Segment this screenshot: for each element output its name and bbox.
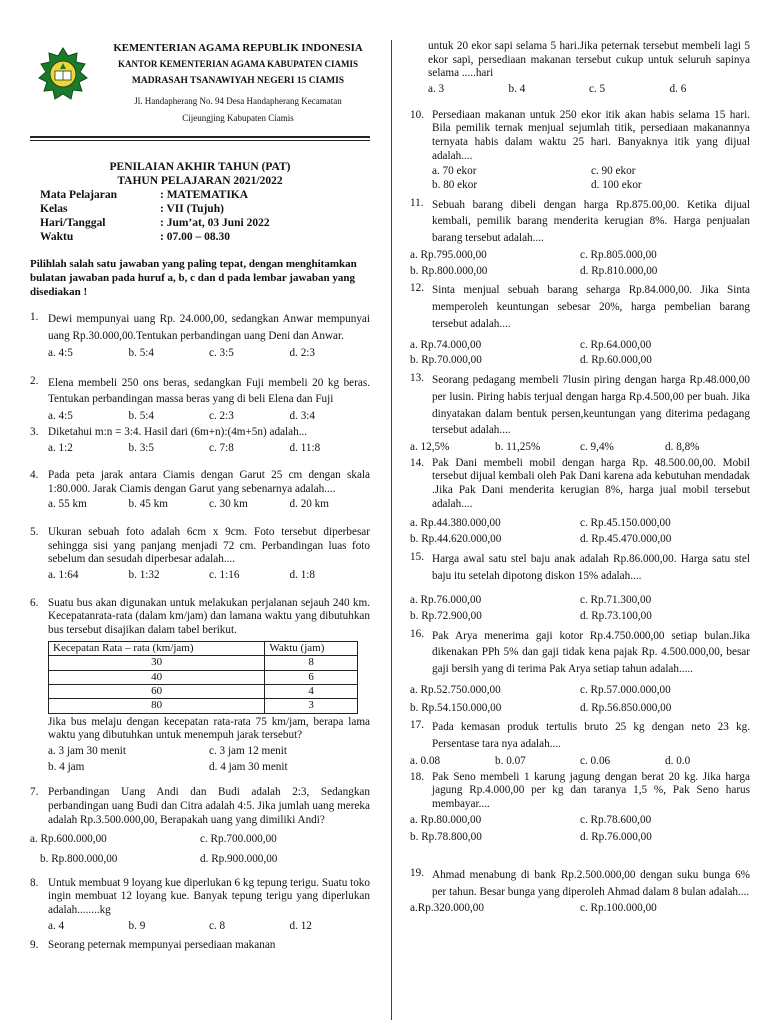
question-18	[410, 771, 750, 845]
option-a[interactable]: a. 3 jam 30 menit	[48, 745, 126, 758]
option-d[interactable]: d. Rp.60.000,00	[580, 354, 652, 367]
question-14	[410, 457, 750, 547]
question-number: 18.	[410, 770, 424, 783]
meta-row	[40, 202, 370, 216]
answer-options	[48, 569, 370, 583]
question-13	[410, 372, 750, 455]
meta-value: : MATEMATIKA	[160, 189, 249, 202]
question-text: Pada kemasan produk tertulis bruto 25 kg dengan neto 23 kg. Persentase tara nya adalah....	[432, 721, 750, 751]
column-divider	[391, 40, 392, 1020]
answer-options	[410, 902, 750, 916]
question-text: Diketahui m:n = 3:4. Hasil dari (6m+n):(4m+5n) adalah...	[48, 425, 308, 438]
table-cell: 30	[49, 656, 265, 670]
option-a[interactable]: a. Rp.600.000,00	[30, 833, 107, 846]
question-text: Pada peta jarak antara Ciamis dengan Garut 25 cm dengan skala 1:80.000. Jarak Ciamis dengan Garut yang sebenarnya adalah....	[48, 469, 370, 495]
question-9	[30, 939, 370, 953]
option-b[interactable]: b. 1:32	[128, 569, 160, 582]
table-header-speed: Kecepatan Rata – rata (km/jam)	[49, 641, 265, 655]
right-column	[410, 40, 750, 916]
question-number: 14.	[410, 456, 424, 469]
meta-label: Kelas	[40, 203, 68, 216]
question-text: Seorang pedagang membeli 7lusin piring dengan harga Rp.48.000,00 per lusin. Piring habis terjual dengan harga Rp.4.500,00 per buah. Jika dinyatakan dalam bentuk persen,keuntungan yang diterima pedagang tersebut adalah....	[432, 373, 750, 437]
question-text-continued: untuk 20 ekor sapi selama 5 hari.Jika peternak tersebut membeli lagi 5 ekor sapi, persediaan makanan tersebut cukup untuk seluruh sapinya selama .....hari	[428, 40, 750, 80]
speed-time-table	[48, 641, 358, 714]
school-address-line2: Cijeungjing Kabupaten Ciamis	[182, 112, 294, 123]
question-number: 19.	[410, 866, 424, 879]
school-name: MADRASAH TSANAWIYAH NEGERI 15 CIAMIS	[131, 76, 345, 87]
question-number: 16.	[410, 627, 424, 640]
question-17	[410, 719, 750, 768]
question-11	[410, 197, 750, 279]
option-c[interactable]: c. Rp.45.150.000,00	[580, 517, 671, 530]
question-followup: Jika bus melaju dengan kecepatan rata-rata 75 km/jam, berapa lama waktu yang dibutuhkan untuk menempuh jarak tersebut?	[48, 715, 370, 742]
office-name: KANTOR KEMENTERIAN AGAMA KABUPATEN CIAMIS	[117, 59, 359, 70]
question-number: 5.	[30, 526, 39, 539]
option-d[interactable]: d. Rp.900.000,00	[200, 853, 278, 865]
left-column	[30, 40, 370, 953]
instruction-text: Pilihlah salah satu jawaban yang paling tepat, dengan menghitamkan bulatan jawaban pada huruf a, b, c dan d pada lembar jawaban yang disediakan !	[30, 258, 357, 298]
letterhead-text	[98, 42, 378, 124]
option-c[interactable]: c. 0.06	[580, 754, 611, 767]
question-number: 12.	[410, 282, 424, 295]
question-text: Harga awal satu stel baju anak adalah Rp.86.000,00. Harga satu stel baju itu setelah dipotong diskon 15% adalah....	[432, 552, 750, 582]
exam-title: PENILAIAN AKHIR TAHUN (PAT)	[109, 161, 291, 173]
option-d[interactable]: d. 100 ekor	[591, 178, 642, 191]
question-number: 4.	[30, 469, 39, 482]
option-c[interactable]: c. 90 ekor	[591, 165, 636, 178]
option-d[interactable]: d. 3:4	[289, 410, 315, 423]
ministry-name: KEMENTERIAN AGAMA REPUBLIK INDONESIA	[113, 42, 363, 54]
answer-options	[30, 833, 370, 866]
option-a[interactable]: a. Rp.76.000,00	[410, 594, 482, 607]
answer-options	[410, 684, 750, 715]
option-b[interactable]: b. Rp.72.900,00	[410, 610, 482, 622]
option-a[interactable]: a. 1:2	[48, 441, 73, 454]
question-number: 1.	[30, 311, 39, 324]
option-a[interactable]: a. 4:5	[48, 346, 73, 359]
option-d[interactable]: d. Rp.73.100,00	[580, 610, 652, 622]
question-text: Ukuran sebuah foto adalah 6cm x 9cm. Foto tersebut diperbesar sehingga sisi yang panjang menjadi 72 cm. Perbandingan luas foto sebelum dan sesudah diperbesar adalah....	[48, 526, 370, 566]
option-d[interactable]: d. Rp.45.470.000,00	[580, 533, 672, 546]
question-text: Perbandingan Uang Andi dan Budi adalah 2:3, Sedangkan perbandingan uang Budi dan Citra adalah 4:5. Jika jumlah uang mereka adalah Rp.3.500.000,00, Berapakah uang yang dimiliki Andi?	[48, 786, 370, 826]
table-cell: 40	[49, 670, 265, 684]
question-text: Sebuah barang dibeli dengan harga Rp.875.00,00. Ketika dijual kembali, pemilik barang menderita kerugian 8%. Harga penjualan barang tersebut adalah....	[432, 198, 750, 245]
question-number: 3.	[30, 425, 39, 438]
option-b[interactable]: b. 11,25%	[495, 441, 541, 454]
option-c[interactable]: c. Rp.100.000,00	[580, 902, 657, 915]
option-c[interactable]: c. 3:5	[209, 346, 234, 359]
ministry-logo-icon	[35, 46, 91, 102]
option-c[interactable]: c. 7:8	[209, 441, 234, 454]
option-d[interactable]: d. 2:3	[289, 346, 315, 359]
exam-meta	[40, 188, 370, 244]
question-16	[410, 628, 750, 716]
question-5	[30, 526, 370, 583]
question-6	[30, 597, 370, 775]
table-cell: 8	[265, 656, 358, 670]
question-1	[30, 311, 370, 360]
question-15	[410, 551, 750, 624]
question-text: Elena membeli 250 ons beras, sedangkan Fuji membeli 20 kg beras. Tentukan perbandingan massa beras yang di beli Elena dan Fuji	[48, 376, 370, 406]
exam-year: TAHUN PELAJARAN 2021/2022	[117, 175, 283, 188]
answer-options	[48, 442, 370, 456]
question-number: 11.	[410, 196, 424, 209]
option-b[interactable]: b. 3:5	[128, 441, 154, 454]
meta-value: : VII (Tujuh)	[160, 203, 224, 216]
option-a[interactable]: a. Rp.52.750.000,00	[410, 684, 501, 697]
meta-row	[40, 188, 370, 202]
meta-label: Hari/Tanggal	[40, 217, 106, 230]
question-text: Pak Arya menerima gaji kotor Rp.4.750.000,00 setiap bulan.Jika dikenakan PPh 5% dan gaji tidak kena pajak Rp. 4.500.000,00, besar gaji bersih yang di terima Pak Arya setiap tahun adalah.....	[432, 629, 750, 676]
option-c[interactable]: c. 30 km	[209, 498, 248, 511]
answer-options	[410, 755, 750, 769]
answer-options	[410, 594, 750, 623]
question-3	[30, 426, 370, 455]
question-text: Pak Dani membeli mobil dengan harga Rp. 48.500.00,00. Mobil tersebut dijual kembali oleh Pak Dani karena ada kebutuhan mendadak .Jika Pak Dani menderita kerugian 8%, harga jual mobil tersebut adalah....	[432, 456, 750, 510]
table-row	[49, 670, 358, 684]
meta-row	[40, 230, 370, 244]
option-c[interactable]: c. 1:16	[209, 569, 240, 582]
option-c[interactable]: c. 2:3	[209, 410, 234, 423]
meta-value: : Jum’at, 03 Juni 2022	[160, 217, 270, 230]
table-cell: 6	[265, 670, 358, 684]
question-9-continued	[428, 40, 750, 97]
option-b[interactable]: b. Rp.78.800,00	[410, 831, 482, 844]
option-c[interactable]: c. Rp.78.600,00	[580, 813, 652, 826]
option-a[interactable]: a. Rp.795.000,00	[410, 248, 487, 261]
option-c[interactable]: c. 3 jam 12 menit	[209, 745, 287, 758]
question-2	[30, 375, 370, 424]
option-d[interactable]: d. 6	[669, 82, 687, 95]
table-cell: 60	[49, 684, 265, 698]
option-d[interactable]: d. 11:8	[289, 441, 321, 454]
option-d[interactable]: d. Rp.56.850.000,00	[580, 701, 672, 714]
answer-options	[48, 920, 370, 934]
option-b[interactable]: b. 4	[508, 82, 526, 95]
option-d[interactable]: d. Rp.76.000,00	[580, 831, 652, 844]
option-c[interactable]: c. Rp.71.300,00	[580, 594, 652, 607]
option-c[interactable]: c. Rp.700.000,00	[200, 833, 277, 846]
table-cell: 80	[49, 699, 265, 713]
option-b[interactable]: b. Rp.70.000,00	[410, 354, 482, 367]
option-c[interactable]: c. Rp.57.000.000,00	[580, 684, 671, 697]
option-b[interactable]: b. Rp.800.000,00	[40, 853, 118, 865]
school-address-line1: Jl. Handapherang No. 94 Desa Handapherang Kecamatan	[134, 95, 342, 106]
answer-options	[410, 814, 750, 845]
meta-label: Waktu	[40, 231, 74, 244]
option-a[interactable]: a. 0.08	[410, 754, 441, 767]
table-row	[49, 699, 358, 713]
option-a[interactable]: a. 3	[428, 82, 445, 95]
question-8	[30, 877, 370, 934]
question-number: 13.	[410, 371, 424, 384]
option-d[interactable]: d. 12	[289, 919, 312, 932]
answer-options	[48, 410, 370, 424]
meta-value: : 07.00 – 08.30	[160, 231, 230, 244]
table-cell: 4	[265, 684, 358, 698]
question-text: Persediaan makanan untuk 250 ekor itik akan habis selama 15 hari. Bila pemilik ternak menjual sejumlah titik, persediaan makanannya ternyata habis dalam waktu 25 hari. Banyaknya itik yang dijual adalah....	[432, 108, 750, 162]
question-number: 17.	[410, 719, 424, 732]
question-7	[30, 786, 370, 866]
question-number: 2.	[30, 374, 39, 387]
question-text: Seorang peternak mempunyai persediaan makanan	[48, 939, 276, 952]
option-d[interactable]: d. 0.0	[665, 754, 691, 767]
question-10	[410, 109, 750, 193]
question-number: 6.	[30, 596, 39, 609]
option-a[interactable]: a. Rp.74.000,00	[410, 338, 482, 351]
table-header-time: Waktu (jam)	[265, 641, 358, 655]
option-b[interactable]: b. Rp.800.000,00	[410, 264, 488, 277]
table-row	[49, 656, 358, 670]
question-number: 9.	[30, 939, 39, 952]
table-header-row	[49, 641, 358, 655]
option-a[interactable]: a.Rp.320.000,00	[410, 902, 484, 915]
question-number: 15.	[410, 550, 424, 563]
answer-options	[410, 339, 750, 368]
option-b[interactable]: b. 45 km	[128, 498, 168, 511]
question-19	[410, 867, 750, 916]
option-b[interactable]: b. 9	[128, 919, 146, 932]
answer-options	[432, 165, 750, 192]
option-c[interactable]: c. 9,4%	[580, 441, 614, 454]
answer-options	[410, 249, 750, 278]
option-a[interactable]: a. 4:5	[48, 410, 73, 423]
option-d[interactable]: d. 8,8%	[665, 441, 700, 454]
question-number: 7.	[30, 786, 39, 799]
question-4	[30, 469, 370, 512]
answer-options	[48, 745, 370, 774]
letterhead-rule-thin	[30, 140, 370, 141]
table-row	[49, 684, 358, 698]
option-a[interactable]: a. 1:64	[48, 569, 79, 582]
option-b[interactable]: b. 5:4	[128, 410, 154, 423]
question-12	[410, 282, 750, 368]
answer-options	[410, 441, 750, 455]
question-text: Pak Seno membeli 1 karung jagung dengan berat 20 kg. Jika harga jagung Rp.4.000,00 per kg dan taranya 1,5 %, Pak Seno harus membayar....	[432, 770, 750, 810]
question-number: 10.	[410, 108, 424, 121]
option-d[interactable]: d. 1:8	[289, 569, 315, 582]
option-d[interactable]: d. 4 jam 30 menit	[209, 760, 288, 773]
meta-label: Mata Pelajaran	[40, 189, 117, 202]
question-text: Dewi mempunyai uang Rp. 24.000,00, sedangkan Anwar mempunyai uang Rp.30.000,00.Tentukan perbandingan uang Deni dan Anwar.	[48, 313, 370, 343]
question-text: Ahmad menabung di bank Rp.2.500.000,00 dengan suku bunga 6% per tahun. Besar bunga yang diperoleh Ahmad dalam 8 bulan adalah....	[432, 868, 750, 898]
option-b[interactable]: b. 5:4	[128, 346, 154, 359]
option-b[interactable]: b. Rp.44.620.000,00	[410, 533, 502, 546]
answer-options	[410, 517, 750, 546]
table-cell: 3	[265, 699, 358, 713]
question-text: Sinta menjual sebuah barang seharga Rp.84.000,00. Jika Sinta memperoleh keuntungan sebesar 20%, harga pembelian barang tersebut adalah....	[432, 284, 750, 330]
question-number: 8.	[30, 876, 39, 889]
option-b[interactable]: b. 80 ekor	[432, 178, 478, 191]
question-text: Untuk membuat 9 loyang kue diperlukan 6 kg tepung terigu. Suatu toko ingin membuat 12 loyang kue. Banyak tepung terigu yang diperlukan adalah........kg	[48, 876, 370, 916]
option-c[interactable]: c. 5	[589, 82, 606, 95]
option-d[interactable]: d. 20 km	[289, 498, 329, 511]
option-a[interactable]: a. Rp.44.380.000,00	[410, 517, 501, 530]
option-c[interactable]: c. Rp.805.000,00	[580, 248, 657, 261]
option-c[interactable]: c. Rp.64.000,00	[580, 338, 652, 351]
option-a[interactable]: a. 12,5%	[410, 441, 450, 454]
option-a[interactable]: a. 4	[48, 919, 65, 932]
meta-row	[40, 216, 370, 230]
option-b[interactable]: b. 0.07	[495, 754, 526, 767]
letterhead	[30, 40, 370, 140]
option-d[interactable]: d. Rp.810.000,00	[580, 264, 658, 277]
option-c[interactable]: c. 8	[209, 919, 226, 932]
option-a[interactable]: a. Rp.80.000,00	[410, 813, 482, 826]
letterhead-rule-thick	[30, 136, 370, 138]
answer-options	[428, 83, 750, 97]
option-a[interactable]: a. 70 ekor	[432, 165, 477, 178]
option-b[interactable]: b. 4 jam	[48, 760, 85, 773]
option-b[interactable]: b. Rp.54.150.000,00	[410, 701, 502, 714]
option-a[interactable]: a. 55 km	[48, 498, 87, 511]
answer-options	[48, 498, 370, 512]
answer-options	[48, 347, 370, 361]
question-text: Suatu bus akan digunakan untuk melakukan perjalanan sejauh 240 km. Kecepatanrata-rata (dalam km/jam) dan lamana waktu yang dibutuhkan bus tersebut disajikan dalam tabel berikut.	[48, 596, 370, 637]
